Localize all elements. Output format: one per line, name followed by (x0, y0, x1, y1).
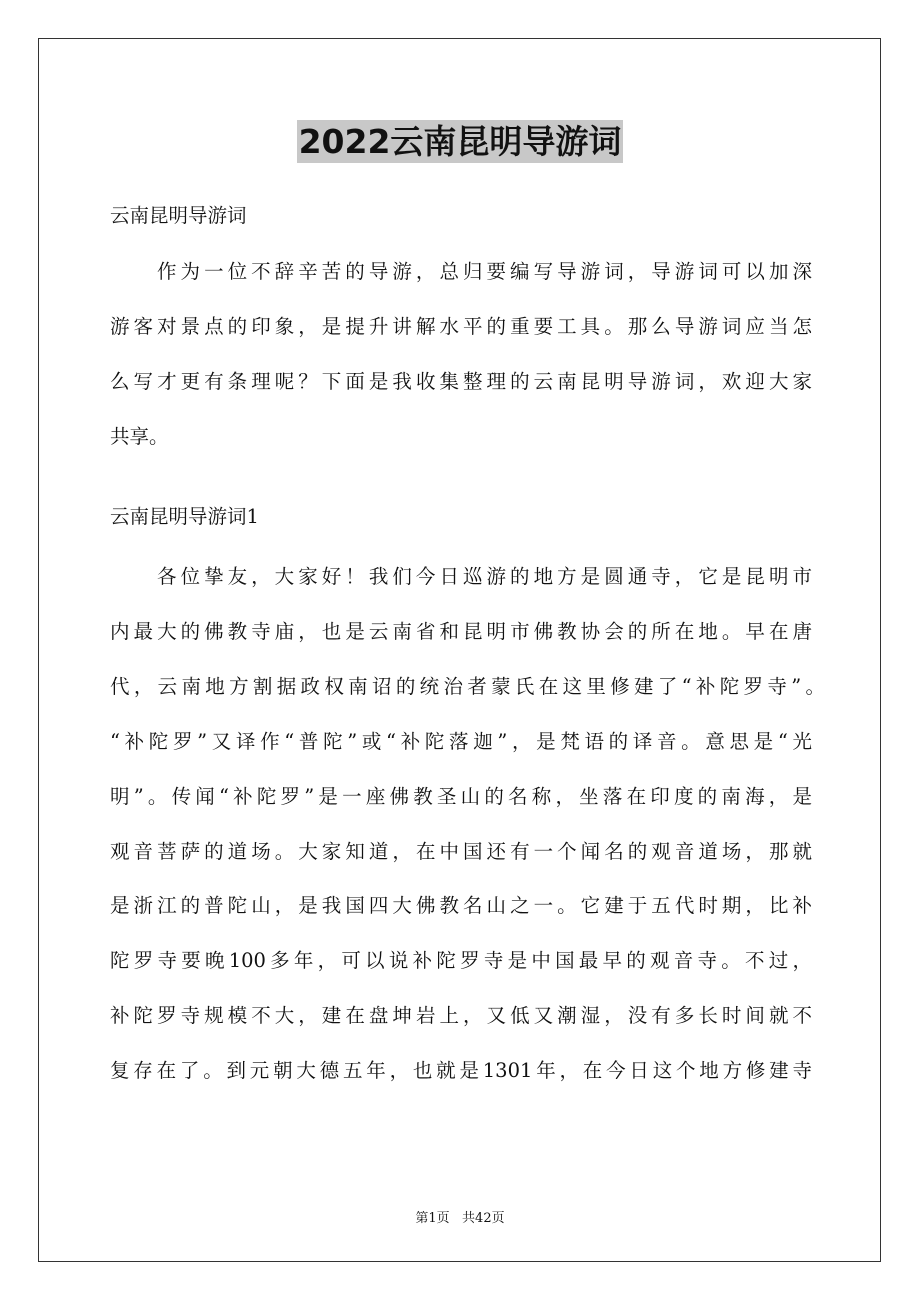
paragraph-line: 观音菩萨的道场。大家知道，在中国还有一个闻名的观音道场，那就 (110, 840, 812, 863)
paragraph-line: 补陀罗寺规模不大，建在盘坤岩上，又低又潮湿，没有多长时间就不 (110, 1004, 812, 1027)
paragraph-line: “补陀罗”又译作“普陀”或“补陀落迦”，是梵语的译音。意思是“光 (110, 730, 812, 753)
section-heading: 云南昆明导游词1 (110, 505, 259, 528)
paragraph-line: 各位挚友，大家好！我们今日巡游的地方是圆通寺，它是昆明市 (157, 565, 812, 588)
paragraph-line: 作为一位不辞辛苦的导游，总归要编写导游词，导游词可以加深 (157, 260, 812, 283)
document-title (0, 116, 920, 163)
paragraph-line: 陀罗寺要晚100多年，可以说补陀罗寺是中国最早的观音寺。不过， (110, 949, 812, 972)
paragraph-line: 复存在了。到元朝大德五年，也就是1301年，在今日这个地方修建寺 (110, 1059, 812, 1082)
paragraph-line: 明”。传闻“补陀罗”是一座佛教圣山的名称，坐落在印度的南海，是 (110, 785, 812, 808)
paragraph-line: 是浙江的普陀山，是我国四大佛教名山之一。它建于五代时期，比补 (110, 894, 812, 917)
paragraph-line: 共享。 (110, 425, 169, 448)
paragraph-line: 代，云南地方割据政权南诏的统治者蒙氏在这里修建了“补陀罗寺”。 (110, 675, 825, 698)
page-footer: 第1页 共42页 (415, 1211, 505, 1226)
paragraph-line: 游客对景点的印象，是提升讲解水平的重要工具。那么导游词应当怎 (110, 315, 812, 338)
paragraph-line: 内最大的佛教寺庙，也是云南省和昆明市佛教协会的所在地。早在唐 (110, 620, 812, 643)
section-heading: 云南昆明导游词 (110, 204, 247, 227)
paragraph-line: 么写才更有条理呢？下面是我收集整理的云南昆明导游词，欢迎大家 (110, 370, 812, 393)
title-text: 2022云南昆明导游词 (298, 122, 622, 161)
